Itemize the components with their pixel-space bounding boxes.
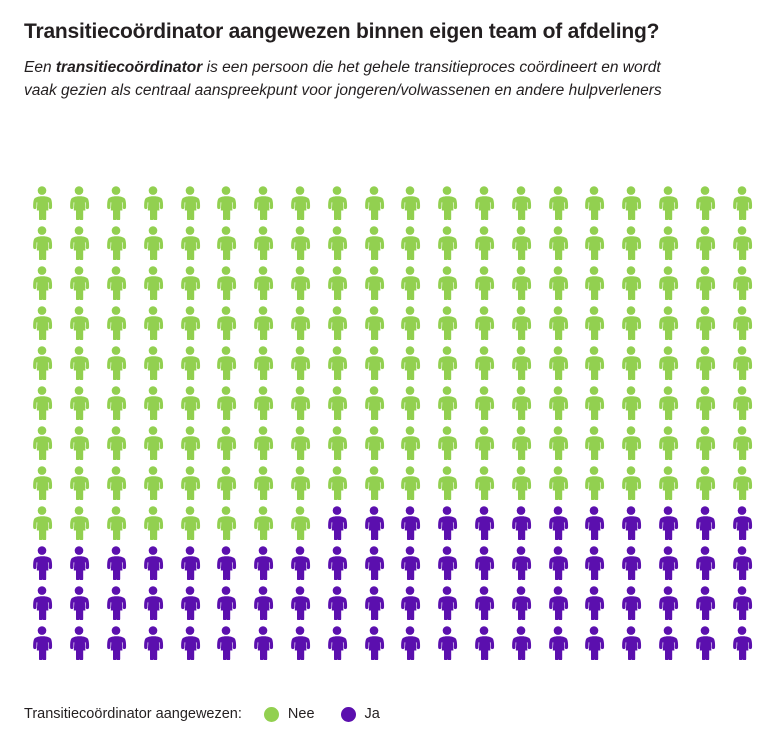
subtitle-emphasis: transitiecoördinator [55, 58, 203, 76]
person-icon [399, 306, 421, 340]
person-icon [510, 546, 532, 580]
legend-swatch-icon [264, 707, 279, 722]
person-icon [363, 506, 385, 540]
person-icon [179, 346, 201, 380]
person-icon [436, 226, 458, 260]
person-icon [179, 266, 201, 300]
person-icon [731, 546, 753, 580]
person-icon [326, 386, 348, 420]
person-icon [510, 626, 532, 660]
person-icon [179, 386, 201, 420]
person-icon [583, 266, 605, 300]
person-icon [252, 466, 274, 500]
person-icon [289, 186, 311, 220]
person-icon [326, 466, 348, 500]
person-icon [547, 266, 569, 300]
person-icon [215, 426, 237, 460]
person-icon [473, 426, 495, 460]
person-icon [436, 186, 458, 220]
person-icon [326, 346, 348, 380]
person-icon [289, 426, 311, 460]
person-icon [620, 426, 642, 460]
person-icon [399, 386, 421, 420]
person-icon [252, 506, 274, 540]
person-icon [31, 186, 53, 220]
person-icon [694, 426, 716, 460]
person-icon [620, 266, 642, 300]
person-icon [399, 586, 421, 620]
person-icon [731, 626, 753, 660]
person-icon [252, 226, 274, 260]
person-icon [105, 546, 127, 580]
person-icon [31, 506, 53, 540]
person-icon [694, 586, 716, 620]
person-icon [583, 306, 605, 340]
person-icon [31, 426, 53, 460]
person-icon [68, 386, 90, 420]
person-icon [179, 186, 201, 220]
person-icon [731, 466, 753, 500]
person-icon [510, 306, 532, 340]
person-icon [326, 426, 348, 460]
person-icon [215, 266, 237, 300]
person-icon [68, 306, 90, 340]
person-icon [252, 186, 274, 220]
person-icon [326, 306, 348, 340]
legend-item-ja[interactable] [341, 706, 380, 722]
person-icon [142, 346, 164, 380]
person-icon [657, 266, 679, 300]
person-icon [620, 626, 642, 660]
person-icon [31, 626, 53, 660]
person-icon [694, 626, 716, 660]
person-icon [436, 426, 458, 460]
person-icon [289, 346, 311, 380]
person-icon [68, 186, 90, 220]
person-icon [252, 626, 274, 660]
person-icon [215, 386, 237, 420]
person-icon [289, 266, 311, 300]
person-icon [105, 346, 127, 380]
person-icon [620, 346, 642, 380]
person-icon [657, 386, 679, 420]
person-icon [289, 586, 311, 620]
person-icon [363, 586, 385, 620]
person-icon [289, 226, 311, 260]
person-icon [620, 506, 642, 540]
subtitle-lead: Een [24, 58, 56, 76]
person-icon [363, 546, 385, 580]
person-icon [326, 266, 348, 300]
person-icon [289, 306, 311, 340]
person-icon [583, 546, 605, 580]
person-icon [436, 266, 458, 300]
person-icon [68, 426, 90, 460]
person-icon [510, 186, 532, 220]
person-icon [68, 586, 90, 620]
person-icon [694, 186, 716, 220]
person-icon [583, 186, 605, 220]
person-icon [363, 186, 385, 220]
person-icon [620, 546, 642, 580]
person-icon [105, 466, 127, 500]
person-icon [326, 506, 348, 540]
person-icon [31, 226, 53, 260]
person-icon [547, 506, 569, 540]
person-icon [105, 426, 127, 460]
person-icon [510, 226, 532, 260]
person-icon [215, 306, 237, 340]
subtitle-rest: is een persoon die het gehele transitieproces coördineert en wordt vaak gezien als centraal aanspreekpunt voor jongeren/volwassenen en andere hulpverleners [24, 58, 662, 100]
chart-legend [24, 706, 406, 722]
person-icon [547, 226, 569, 260]
person-icon [105, 506, 127, 540]
person-icon [179, 506, 201, 540]
person-icon [473, 506, 495, 540]
chart-subtitle [24, 56, 674, 103]
person-icon [620, 386, 642, 420]
person-icon [252, 586, 274, 620]
person-icon [731, 426, 753, 460]
person-icon [731, 346, 753, 380]
person-icon [510, 466, 532, 500]
person-icon [473, 386, 495, 420]
person-icon [436, 466, 458, 500]
person-icon [436, 386, 458, 420]
person-icon [179, 626, 201, 660]
person-icon [326, 626, 348, 660]
person-icon [31, 266, 53, 300]
person-icon [363, 306, 385, 340]
person-icon [68, 266, 90, 300]
person-icon [68, 546, 90, 580]
person-icon [326, 546, 348, 580]
person-icon [179, 586, 201, 620]
person-icon [436, 546, 458, 580]
person-icon [363, 346, 385, 380]
person-icon [31, 386, 53, 420]
person-icon [473, 346, 495, 380]
person-icon [731, 306, 753, 340]
person-icon [510, 586, 532, 620]
pictogram-grid [24, 186, 760, 666]
person-icon [105, 226, 127, 260]
person-icon [399, 506, 421, 540]
person-icon [252, 386, 274, 420]
person-icon [583, 386, 605, 420]
person-icon [473, 546, 495, 580]
person-icon [142, 386, 164, 420]
person-icon [215, 626, 237, 660]
person-icon [289, 626, 311, 660]
person-icon [657, 506, 679, 540]
person-icon [510, 386, 532, 420]
person-icon [179, 306, 201, 340]
person-icon [731, 506, 753, 540]
person-icon [473, 586, 495, 620]
person-icon [731, 586, 753, 620]
person-icon [547, 386, 569, 420]
person-icon [510, 346, 532, 380]
person-icon [583, 586, 605, 620]
person-icon [547, 626, 569, 660]
person-icon [510, 506, 532, 540]
person-icon [620, 226, 642, 260]
person-icon [142, 546, 164, 580]
person-icon [68, 466, 90, 500]
person-icon [657, 586, 679, 620]
person-icon [31, 346, 53, 380]
person-icon [399, 626, 421, 660]
person-icon [31, 466, 53, 500]
person-icon [547, 186, 569, 220]
person-icon [399, 266, 421, 300]
person-icon [731, 386, 753, 420]
person-icon [657, 626, 679, 660]
person-icon [31, 306, 53, 340]
person-icon [105, 266, 127, 300]
person-icon [252, 266, 274, 300]
person-icon [31, 586, 53, 620]
person-icon [105, 386, 127, 420]
person-icon [142, 426, 164, 460]
person-icon [473, 226, 495, 260]
person-icon [436, 506, 458, 540]
person-icon [142, 186, 164, 220]
person-icon [363, 226, 385, 260]
person-icon [510, 266, 532, 300]
person-icon [289, 386, 311, 420]
person-icon [68, 226, 90, 260]
person-icon [473, 466, 495, 500]
person-icon [215, 466, 237, 500]
legend-item-nee[interactable] [264, 706, 315, 722]
person-icon [547, 586, 569, 620]
person-icon [363, 386, 385, 420]
person-icon [105, 186, 127, 220]
person-icon [657, 546, 679, 580]
person-icon [620, 186, 642, 220]
person-icon [399, 546, 421, 580]
person-icon [142, 626, 164, 660]
person-icon [326, 226, 348, 260]
person-icon [68, 626, 90, 660]
person-icon [731, 266, 753, 300]
person-icon [694, 266, 716, 300]
person-icon [399, 226, 421, 260]
person-icon [473, 306, 495, 340]
person-icon [252, 306, 274, 340]
person-icon [473, 186, 495, 220]
legend-item-label: Nee [287, 706, 315, 722]
person-icon [363, 466, 385, 500]
person-icon [252, 426, 274, 460]
person-icon [436, 306, 458, 340]
person-icon [289, 506, 311, 540]
person-icon [142, 506, 164, 540]
person-icon [105, 586, 127, 620]
person-icon [620, 586, 642, 620]
person-icon [657, 466, 679, 500]
person-icon [215, 546, 237, 580]
person-icon [215, 226, 237, 260]
person-icon [215, 186, 237, 220]
person-icon [657, 346, 679, 380]
person-icon [252, 346, 274, 380]
person-icon [547, 346, 569, 380]
person-icon [547, 466, 569, 500]
person-icon [694, 466, 716, 500]
person-icon [620, 466, 642, 500]
person-icon [583, 226, 605, 260]
person-icon [179, 466, 201, 500]
person-icon [731, 226, 753, 260]
person-icon [142, 226, 164, 260]
person-icon [68, 346, 90, 380]
person-icon [142, 306, 164, 340]
person-icon [105, 626, 127, 660]
person-icon [326, 586, 348, 620]
person-icon [694, 346, 716, 380]
person-icon [510, 426, 532, 460]
person-icon [436, 346, 458, 380]
person-icon [657, 306, 679, 340]
person-icon [547, 306, 569, 340]
person-icon [31, 546, 53, 580]
person-icon [399, 426, 421, 460]
legend-title: Transitiecoördinator aangewezen: [24, 706, 242, 722]
person-icon [142, 466, 164, 500]
person-icon [252, 546, 274, 580]
person-icon [583, 626, 605, 660]
person-icon [179, 426, 201, 460]
person-icon [657, 226, 679, 260]
legend-item-label: Ja [364, 706, 380, 722]
person-icon [363, 626, 385, 660]
person-icon [694, 546, 716, 580]
person-icon [326, 186, 348, 220]
page-title: Transitiecoördinator aangewezen binnen eigen team of afdeling? [24, 20, 660, 43]
person-icon [399, 186, 421, 220]
person-icon [179, 546, 201, 580]
person-icon [583, 346, 605, 380]
person-icon [583, 466, 605, 500]
person-icon [68, 506, 90, 540]
person-icon [399, 346, 421, 380]
person-icon [142, 586, 164, 620]
person-icon [547, 546, 569, 580]
person-icon [363, 426, 385, 460]
person-icon [731, 186, 753, 220]
person-icon [694, 506, 716, 540]
person-icon [657, 426, 679, 460]
person-icon [436, 626, 458, 660]
person-icon [583, 426, 605, 460]
person-icon [179, 226, 201, 260]
person-icon [694, 386, 716, 420]
person-icon [363, 266, 385, 300]
person-icon [399, 466, 421, 500]
person-icon [694, 226, 716, 260]
person-icon [289, 546, 311, 580]
person-icon [436, 586, 458, 620]
person-icon [105, 306, 127, 340]
person-icon [657, 186, 679, 220]
person-icon [583, 506, 605, 540]
person-icon [215, 346, 237, 380]
person-icon [473, 626, 495, 660]
person-icon [215, 586, 237, 620]
person-icon [142, 266, 164, 300]
person-icon [289, 466, 311, 500]
person-icon [547, 426, 569, 460]
person-icon [620, 306, 642, 340]
person-icon [473, 266, 495, 300]
legend-swatch-icon [341, 707, 356, 722]
person-icon [215, 506, 237, 540]
person-icon [694, 306, 716, 340]
